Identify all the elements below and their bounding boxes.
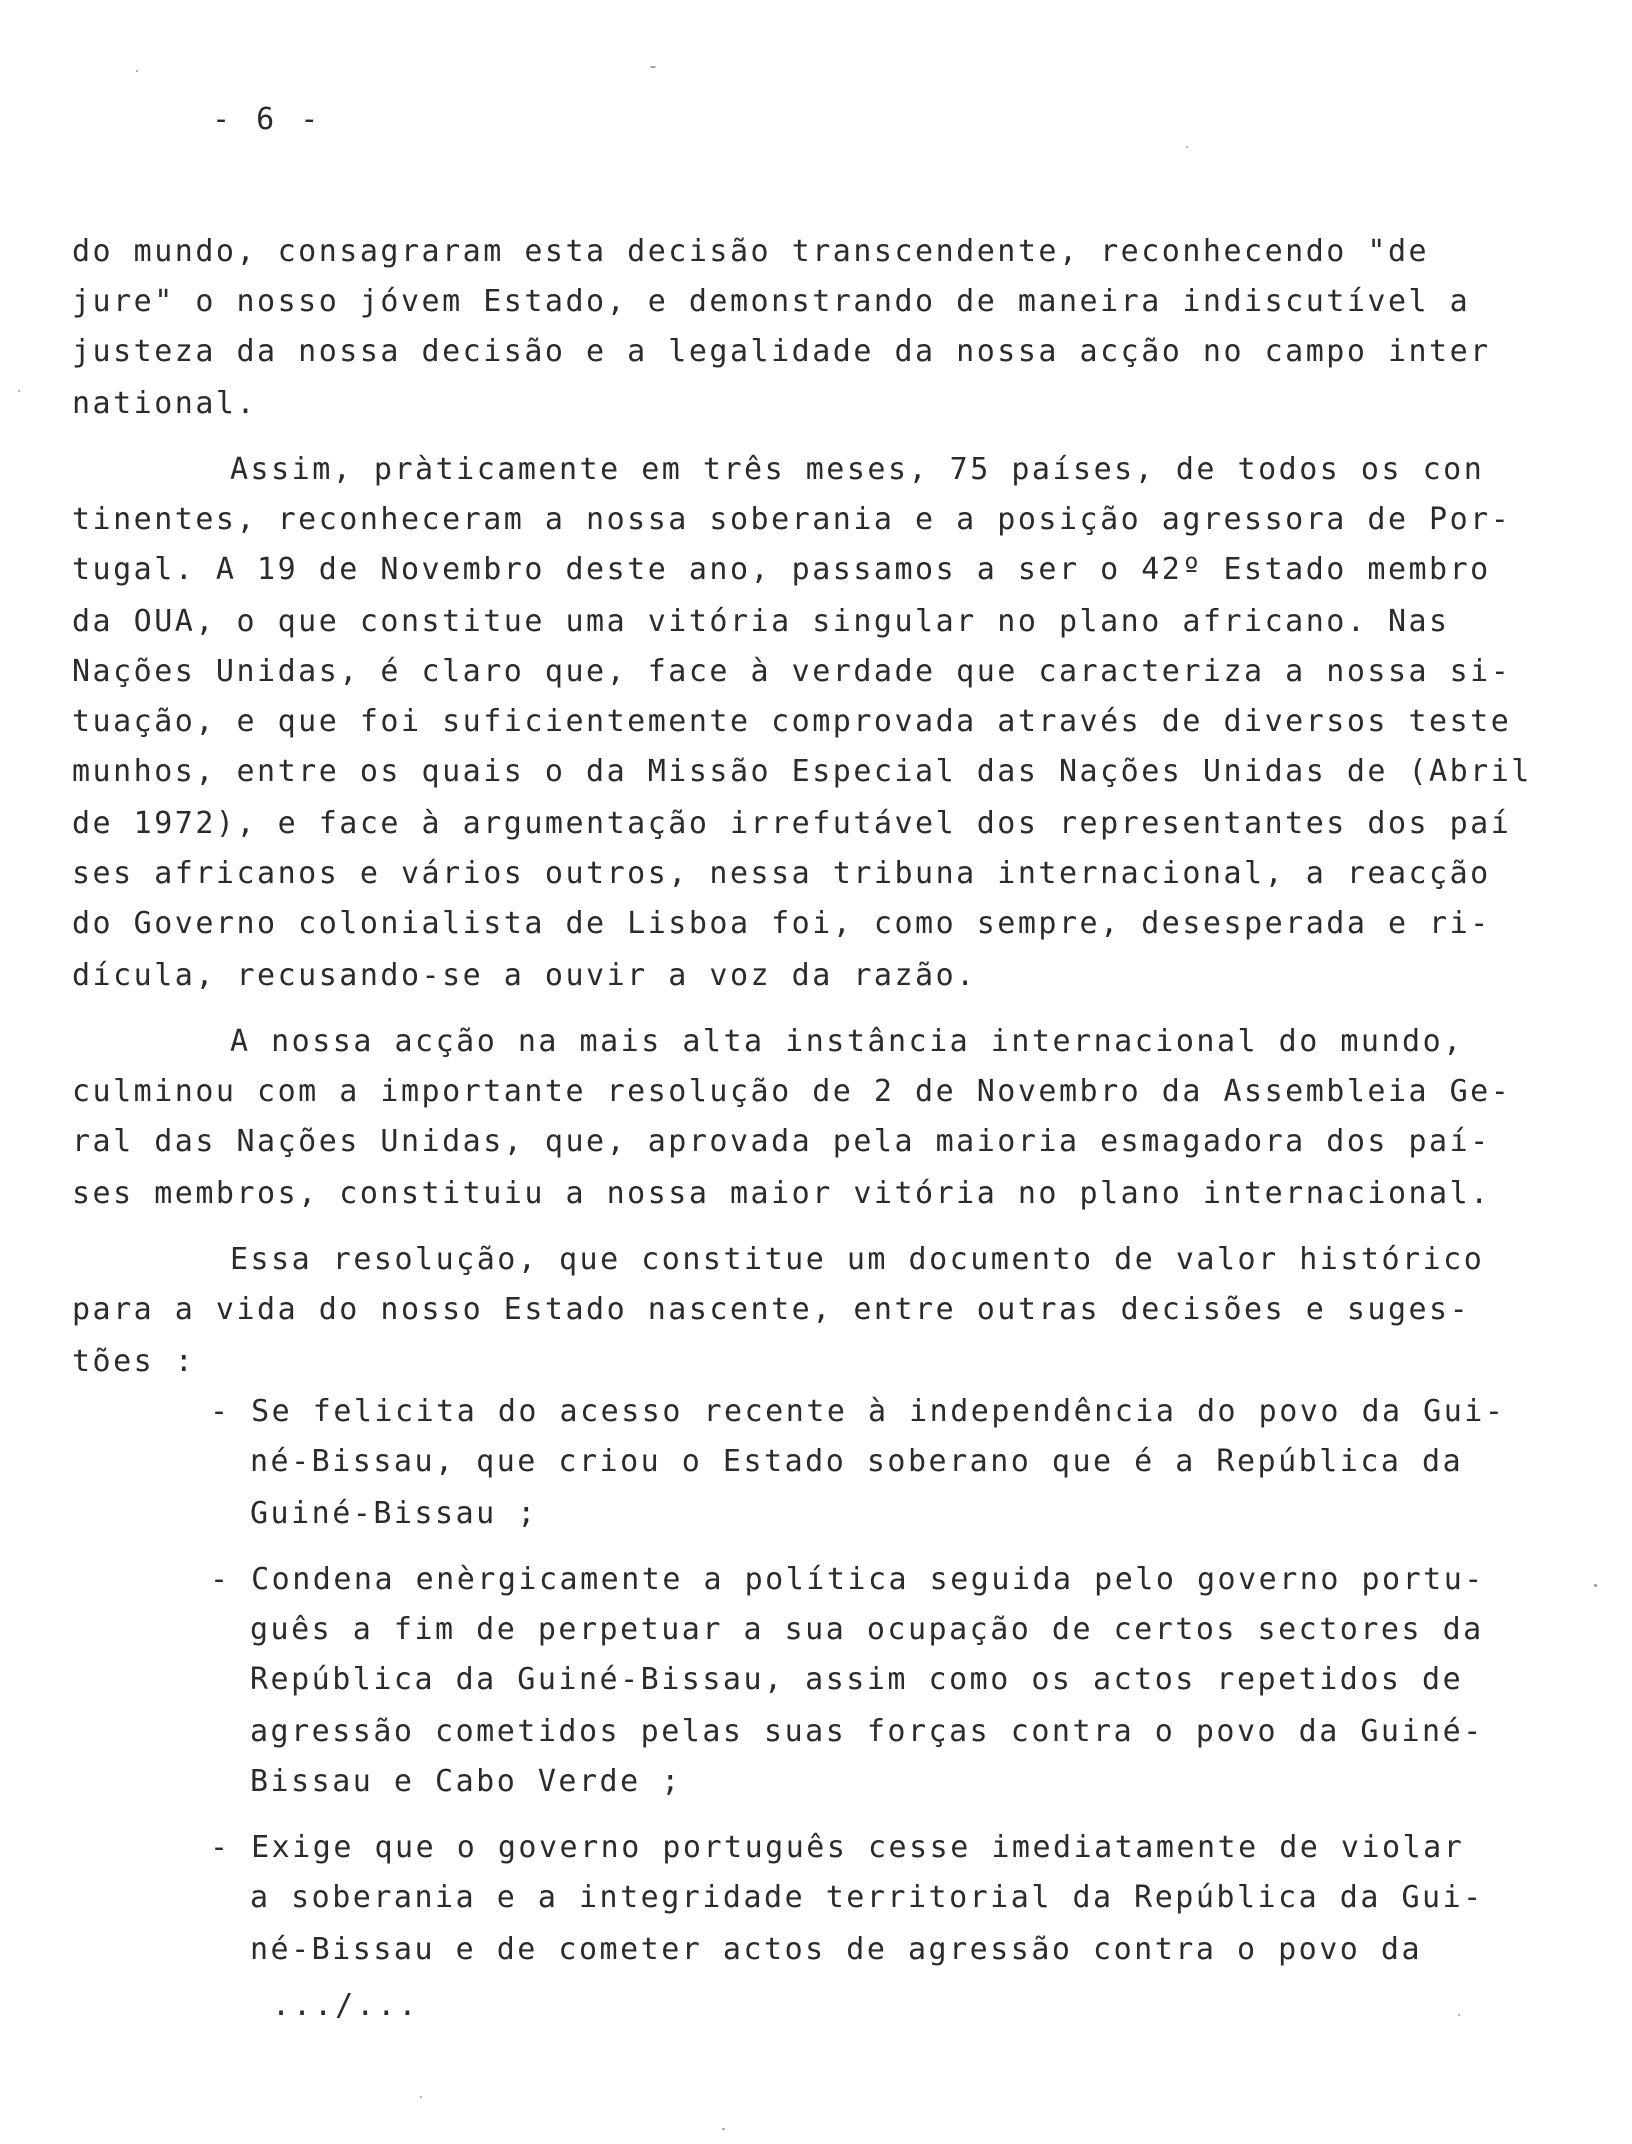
text-line: ses membros, constituiu a nossa maior vitória no plano internacional. [72, 1176, 1491, 1211]
text-line: tugal. A 19 de Novembro deste ano, passamos a ser o 42º Estado membro [72, 552, 1491, 587]
bullet-line: - Condena enèrgicamente a política seguida pelo governo portu- [210, 1562, 1485, 1597]
bullet-line: né-Bissau e de cometer actos de agressão contra o povo da [250, 1932, 1423, 1967]
bullet-line: guês a fim de perpetuar a sua ocupação de certos sectores da [250, 1612, 1484, 1647]
text-line: tões : [72, 1344, 196, 1379]
text-line: ses africanos e vários outros, nessa tribuna internacional, a reacção [72, 856, 1491, 891]
text-line: A nossa acção na mais alta instância internacional do mundo, [230, 1024, 1464, 1059]
scan-speck [1594, 1584, 1597, 1587]
text-line: tuação, e que foi suficientemente comprovada através de diversos teste [72, 704, 1512, 739]
text-line: do Governo colonialista de Lisboa foi, como sempre, desesperada e ri- [72, 906, 1491, 941]
scan-speck [722, 2128, 725, 2130]
text-line: munhos, entre os quais o da Missão Especial das Nações Unidas de (Abril [72, 754, 1532, 789]
bullet-line: a soberania e a integridade territorial da República da Gui- [250, 1880, 1484, 1915]
scan-speck [1186, 146, 1188, 148]
bullet-line: Bissau e Cabo Verde ; [250, 1764, 682, 1799]
scan-speck [18, 390, 20, 392]
page-number: - 6 - [212, 102, 323, 137]
bullet-line: agressão cometidos pelas suas forças contra o povo da Guiné- [250, 1714, 1484, 1749]
text-line: Assim, pràticamente em três meses, 75 países, de todos os con [230, 452, 1485, 487]
text-line: Nações Unidas, é claro que, face à verdade que caracteriza a nossa si- [72, 654, 1512, 689]
bullet-line: - Exige que o governo português cesse imediatamente de violar [210, 1830, 1465, 1865]
bullet-line: Guiné-Bissau ; [250, 1496, 538, 1531]
text-line: do mundo, consagraram esta decisão transcendente, reconhecendo "de [72, 234, 1430, 269]
scan-speck [136, 70, 138, 72]
text-line: para a vida do nosso Estado nascente, entre outras decisões e suges- [72, 1292, 1471, 1327]
scan-speck [1458, 2014, 1460, 2016]
text-line: da OUA, o que constitue uma vitória singular no plano africano. Nas [72, 604, 1450, 639]
scan-speck [650, 66, 656, 68]
text-line: ral das Nações Unidas, que, aprovada pela maioria esmagadora dos paí- [72, 1124, 1491, 1159]
bullet-line: República da Guiné-Bissau, assim como os actos repetidos de [250, 1662, 1464, 1697]
text-line: justeza da nossa decisão e a legalidade da nossa acção no campo inter [72, 334, 1491, 369]
text-line: dícula, recusando-se a ouvir a voz da razão. [72, 958, 977, 993]
text-line: de 1972), e face à argumentação irrefutável dos representantes dos paí [72, 806, 1512, 841]
continuation-mark: .../... [272, 1988, 420, 2023]
text-line: Essa resolução, que constitue um documento de valor histórico [230, 1242, 1485, 1277]
scan-speck [420, 2096, 422, 2098]
text-line: culminou com a importante resolução de 2 de Novembro da Assembleia Ge- [72, 1074, 1512, 1109]
bullet-line: - Se felicita do acesso recente à independência do povo da Gui- [210, 1394, 1506, 1429]
text-line: tinentes, reconheceram a nossa soberania e a posição agressora de Por- [72, 502, 1512, 537]
text-line: national. [72, 386, 258, 421]
text-line: jure" o nosso jóvem Estado, e demonstrando de maneira indiscutível a [72, 284, 1471, 319]
bullet-line: né-Bissau, que criou o Estado soberano que é a República da [250, 1444, 1464, 1479]
